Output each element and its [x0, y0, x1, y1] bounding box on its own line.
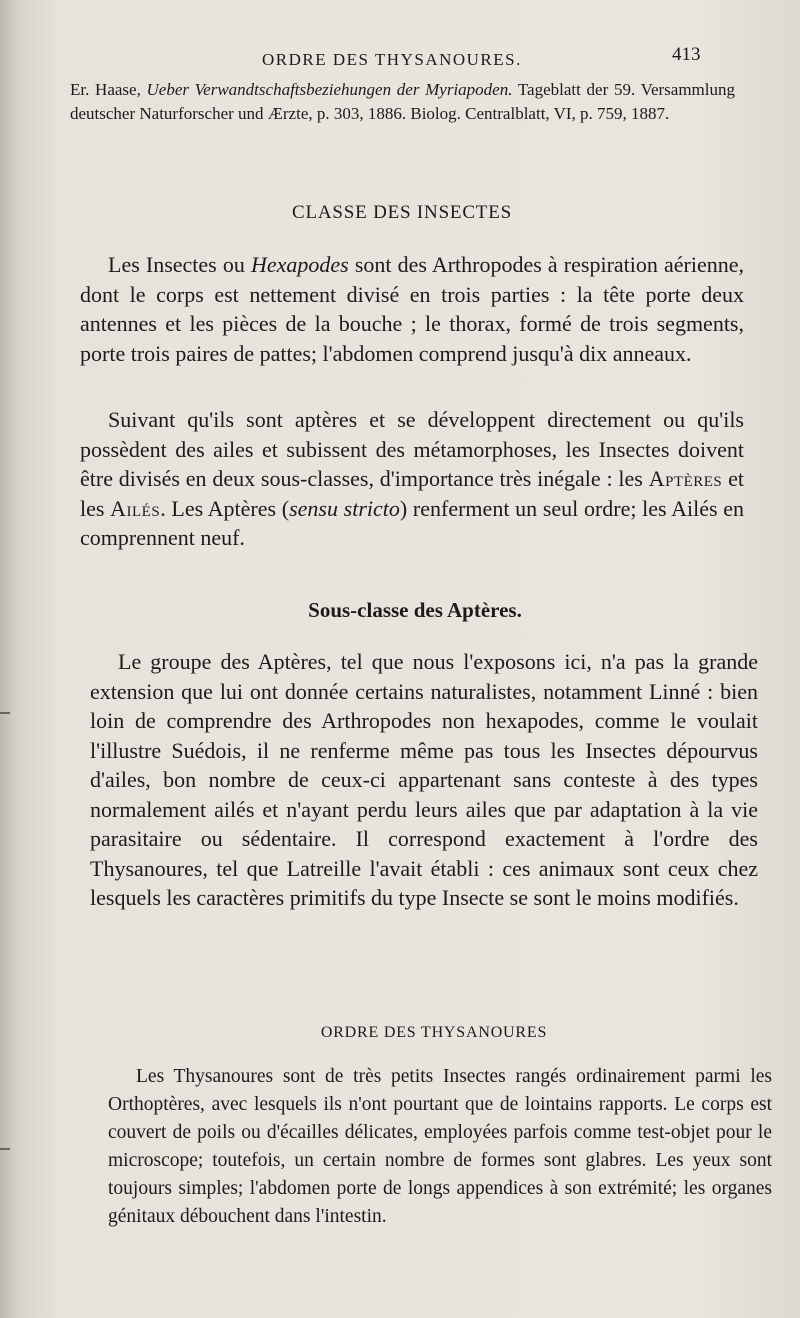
subclass-heading: Sous-classe des Aptères.	[308, 598, 522, 622]
paragraph-subclasses: Suivant qu'ils sont aptères et se développent directement ou qu'ils possèdent des ailes et subissent des métamorphoses, les Insectes doivent être divisés en deux sous-classes, d'importance très inégale : les Aptères et les Ailés. Les Aptères (sensu stricto) renferment un seul ordre; les Ailés en comprennent neuf.	[80, 407, 744, 550]
term-ailes: Ailés	[110, 495, 161, 521]
class-heading: CLASSE DES INSECTES	[291, 202, 512, 223]
reference-details: Tageblatt der 59. Versammlung deutscher Naturforscher und Ærzte, p. 303, 1886. Biolog. Centralblatt, VI, p. 759, 1887.	[70, 80, 735, 123]
page-edge-mark	[0, 712, 10, 714]
page-edge-mark	[0, 1148, 10, 1150]
page-number: 413	[672, 44, 701, 65]
running-head-title: ORDRE DES THYSANOURES.	[262, 50, 522, 69]
paragraph-thysanoures: Les Thysanoures sont de très petits Insectes rangés ordinairement parmi les Orthoptères, avec lesquels ils n'ont pourtant que de lointains rapports. Le corps est couvert de poils ou d'écailles délicates, employées parfois comme test-objet pour le microscope; toutefois, un certain nombre de formes sont glabres. Les yeux sont toujours simples; l'abdomen porte de longs appendices à son extrémité; les organes génitaux débouchent dans l'intestin.	[108, 1066, 772, 1227]
order-heading: ORDRE DES THYSANOURES	[320, 1024, 548, 1041]
running-head	[0, 40, 800, 80]
term-apteres: Aptères	[648, 466, 723, 491]
term-sensu-stricto: sensu stricto	[289, 495, 400, 521]
paragraph-insects-definition: Les Insectes ou Hexapodes sont des Arthropodes à respiration aérienne, dont le corps est nettement divisé en trois parties : la tête porte deux antennes et les pièces de la bouche ; le thorax, formé de trois segments, porte trois paires de pattes; l'abdomen comprend jusqu'à dix anneaux.	[80, 252, 745, 366]
reference-title: Ueber Verwandtschaftsbeziehungen der Myriapoden.	[146, 80, 513, 99]
bibliographic-reference	[70, 78, 735, 126]
paragraph-apteres-group: Le groupe des Aptères, tel que nous l'exposons ici, n'a pas la grande extension que lui ont donnée certains naturalistes, notamment Linné : bien loin de comprendre des Arthropodes non hexapodes, comme le voulait l'illustre Suédois, il ne renferme même pas tous les Insectes dépourvus d'ailes, bon nombre de ceux-ci appartenant sans conteste à des types normalement ailés et n'ayant perdu leurs ailes que par adaptation à la vie parasitaire ou sédentaire. Il correspond exactement à l'ordre des Thysanoures, tel que Latreille l'avait établi : ces animaux sont ceux chez lesquels les caractères primitifs du type Insecte se sont le moins modifiés.	[90, 649, 758, 910]
reference-author: Er. Haase,	[70, 80, 147, 99]
term-hexapodes: Hexapodes	[250, 252, 349, 277]
